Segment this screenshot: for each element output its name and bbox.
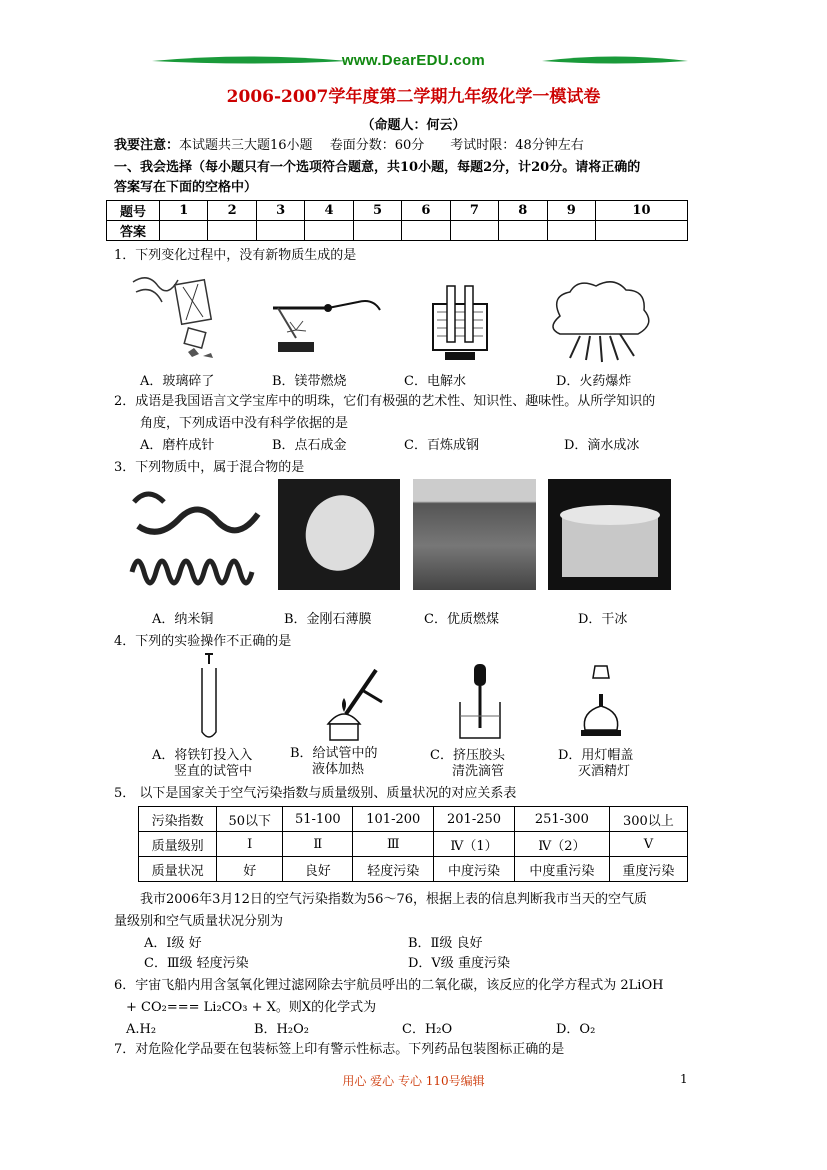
- dry-ice-image: [548, 479, 671, 590]
- q3-stem: 3．下列物质中，属于混合物的是: [114, 460, 305, 475]
- answer-cell[interactable]: [547, 221, 595, 241]
- notice: [114, 136, 584, 156]
- q4-option-a: [152, 748, 252, 780]
- answer-table: [106, 200, 688, 241]
- section1-line1: 一、我会选择（每小题只有一个选项符合题意，共10小题，每题2分，计20分。请将正确的: [114, 160, 641, 175]
- aqi-cell: 重度污染: [609, 857, 687, 882]
- answer-cell[interactable]: [595, 221, 687, 241]
- test-tube-nail-image: [194, 652, 224, 744]
- glass-breaking-image: [128, 272, 223, 364]
- q4-option-b-line2: 液体加热: [312, 762, 365, 777]
- diamond-film-image: [278, 479, 400, 590]
- answer-number: 9: [547, 201, 595, 221]
- aqi-cell: 质量状况: [139, 857, 217, 882]
- q1-option-b: B．镁带燃烧: [272, 374, 347, 389]
- q6-option-b: B．H₂O₂: [254, 1022, 309, 1037]
- answer-number: 4: [305, 201, 353, 221]
- page-number: 1: [680, 1072, 688, 1086]
- aqi-cell: 101-200: [353, 807, 434, 832]
- aqi-cell: 300以上: [609, 807, 687, 832]
- aqi-cell: Ⅰ: [217, 832, 283, 857]
- answer-table-row: [107, 221, 688, 241]
- electrolysis-image: [425, 282, 495, 364]
- q5-line2: 量级别和空气质量状况分别为: [114, 914, 284, 929]
- q7-stem: 7．对危险化学品要在包装标签上印有警示性标志。下列药品包装图标正确的是: [114, 1042, 565, 1057]
- q4-option-c-line2: 清洗滴管: [452, 764, 505, 779]
- aqi-cell: 质量级别: [139, 832, 217, 857]
- answer-number: 6: [402, 201, 450, 221]
- answer-number: 1: [160, 201, 208, 221]
- q2-option-c: C．百炼成钢: [404, 438, 479, 453]
- aqi-row-index: [139, 807, 688, 832]
- q6-option-d: D．O₂: [556, 1022, 596, 1037]
- q5-stem: 5． 以下是国家关于空气污染指数与质量级别、质量状况的对应关系表: [114, 786, 517, 801]
- q1-option-c: C．电解水: [404, 374, 466, 389]
- q3-option-a: A．纳米铜: [152, 612, 214, 627]
- header-site: www.DearEDU.com: [341, 52, 486, 69]
- coal-image: [413, 479, 536, 590]
- aqi-cell: 51-100: [283, 807, 353, 832]
- q3-option-b: B．金刚石薄膜: [284, 612, 372, 627]
- q5-option-a: A．Ⅰ级 好: [144, 936, 202, 951]
- magnesium-burning-image: [268, 280, 388, 360]
- q4-option-c-line1: C．挤压胶头: [430, 748, 505, 763]
- q3-option-c: C．优质燃煤: [424, 612, 499, 627]
- q1-option-d: D．火药爆炸: [556, 374, 632, 389]
- aqi-row-level: [139, 832, 688, 857]
- answer-table-header: 题号: [107, 201, 160, 221]
- q4-option-d: [558, 748, 633, 780]
- aqi-cell: Ⅳ（2）: [514, 832, 609, 857]
- q4-option-a-line2: 竖直的试管中: [174, 764, 253, 779]
- answer-number: 5: [353, 201, 401, 221]
- q2-line1: 2．成语是我国语言文学宝库中的明珠，它们有极强的艺术性、知识性、趣味性。从所学知识的: [114, 394, 656, 409]
- answer-number: 7: [450, 201, 498, 221]
- alcohol-lamp-image: [577, 664, 625, 744]
- answer-table-row: [107, 201, 688, 221]
- answer-cell[interactable]: [450, 221, 498, 241]
- notice-label: 我要注意：: [114, 138, 180, 153]
- aqi-cell: 201-250: [434, 807, 515, 832]
- aqi-cell: Ⅳ（1）: [434, 832, 515, 857]
- aqi-cell: 50以下: [217, 807, 283, 832]
- q2-option-d: D．滴水成冰: [564, 438, 640, 453]
- nano-copper-image: [128, 480, 268, 590]
- author-line: （命题人：何云）: [361, 118, 466, 133]
- q5-option-b: B．Ⅱ级 良好: [408, 936, 483, 951]
- aqi-cell: 中度重污染: [514, 857, 609, 882]
- q6-line2: + CO₂=== Li₂CO₃ + X。则X的化学式为: [126, 1000, 377, 1015]
- aqi-cell: Ⅲ: [353, 832, 434, 857]
- aqi-cell: 污染指数: [139, 807, 217, 832]
- section1-line2: 答案写在下面的空格中）: [114, 180, 258, 195]
- answer-cell[interactable]: [353, 221, 401, 241]
- q5-line1: 我市2006年3月12日的空气污染指数为56～76，根据上表的信息判断我市当天的空气质: [140, 892, 647, 907]
- q4-option-d-line2: 灭酒精灯: [578, 764, 631, 779]
- q4-option-c: [430, 748, 505, 780]
- aqi-cell: Ⅱ: [283, 832, 353, 857]
- answer-number: 3: [256, 201, 304, 221]
- q4-option-a-line1: A．将铁钉投入入: [152, 748, 253, 763]
- q1-stem: 1．下列变化过程中，没有新物质生成的是: [114, 248, 357, 263]
- heating-test-tube-image: [318, 664, 388, 746]
- answer-cell[interactable]: [160, 221, 208, 241]
- q5-option-c: C．Ⅲ级 轻度污染: [144, 956, 249, 971]
- q6-line1: 6．宇宙飞船内用含氢氧化锂过滤网除去宇航员呼出的二氧化碳，该反应的化学方程式为 2LiOH: [114, 978, 664, 993]
- aqi-table: [138, 806, 688, 882]
- answer-number: 8: [499, 201, 547, 221]
- q2-option-a: A．磨杵成针: [140, 438, 215, 453]
- aqi-cell: 中度污染: [434, 857, 515, 882]
- notice-text: 本试题共三大题16小题 卷面分数：60分 考试时限：48分钟左右: [179, 138, 584, 153]
- q3-option-d: D．干冰: [578, 612, 628, 627]
- aqi-cell: 251-300: [514, 807, 609, 832]
- answer-cell[interactable]: [256, 221, 304, 241]
- q6-option-a: A.H₂: [126, 1022, 157, 1037]
- answer-number: 10: [595, 201, 687, 221]
- q2-line2: 角度，下列成语中没有科学依据的是: [140, 416, 349, 431]
- aqi-cell: Ⅴ: [609, 832, 687, 857]
- explosion-image: [540, 276, 660, 364]
- q4-option-b: [290, 746, 378, 778]
- footer-text: 用心 爱心 专心 110号编辑: [342, 1074, 485, 1088]
- answer-cell[interactable]: [402, 221, 450, 241]
- answer-cell[interactable]: [208, 221, 256, 241]
- answer-cell[interactable]: [305, 221, 353, 241]
- q2-option-b: B．点石成金: [272, 438, 347, 453]
- aqi-cell: 轻度污染: [353, 857, 434, 882]
- q1-option-a: A．玻璃碎了: [140, 374, 215, 389]
- aqi-row-status: [139, 857, 688, 882]
- aqi-cell: 良好: [283, 857, 353, 882]
- page-title: 2006-2007学年度第二学期九年级化学一模试卷: [226, 87, 601, 107]
- q6-option-c: C．H₂O: [402, 1022, 453, 1037]
- answer-table-header: 答案: [107, 221, 160, 241]
- dropper-image: [455, 662, 505, 746]
- answer-number: 2: [208, 201, 256, 221]
- q4-option-b-line1: B．给试管中的: [290, 746, 378, 761]
- q4-option-d-line1: D．用灯帽盖: [558, 748, 634, 763]
- q4-stem: 4．下列的实验操作不正确的是: [114, 634, 292, 649]
- aqi-cell: 好: [217, 857, 283, 882]
- q5-option-d: D．Ⅴ级 重度污染: [408, 956, 510, 971]
- answer-cell[interactable]: [499, 221, 547, 241]
